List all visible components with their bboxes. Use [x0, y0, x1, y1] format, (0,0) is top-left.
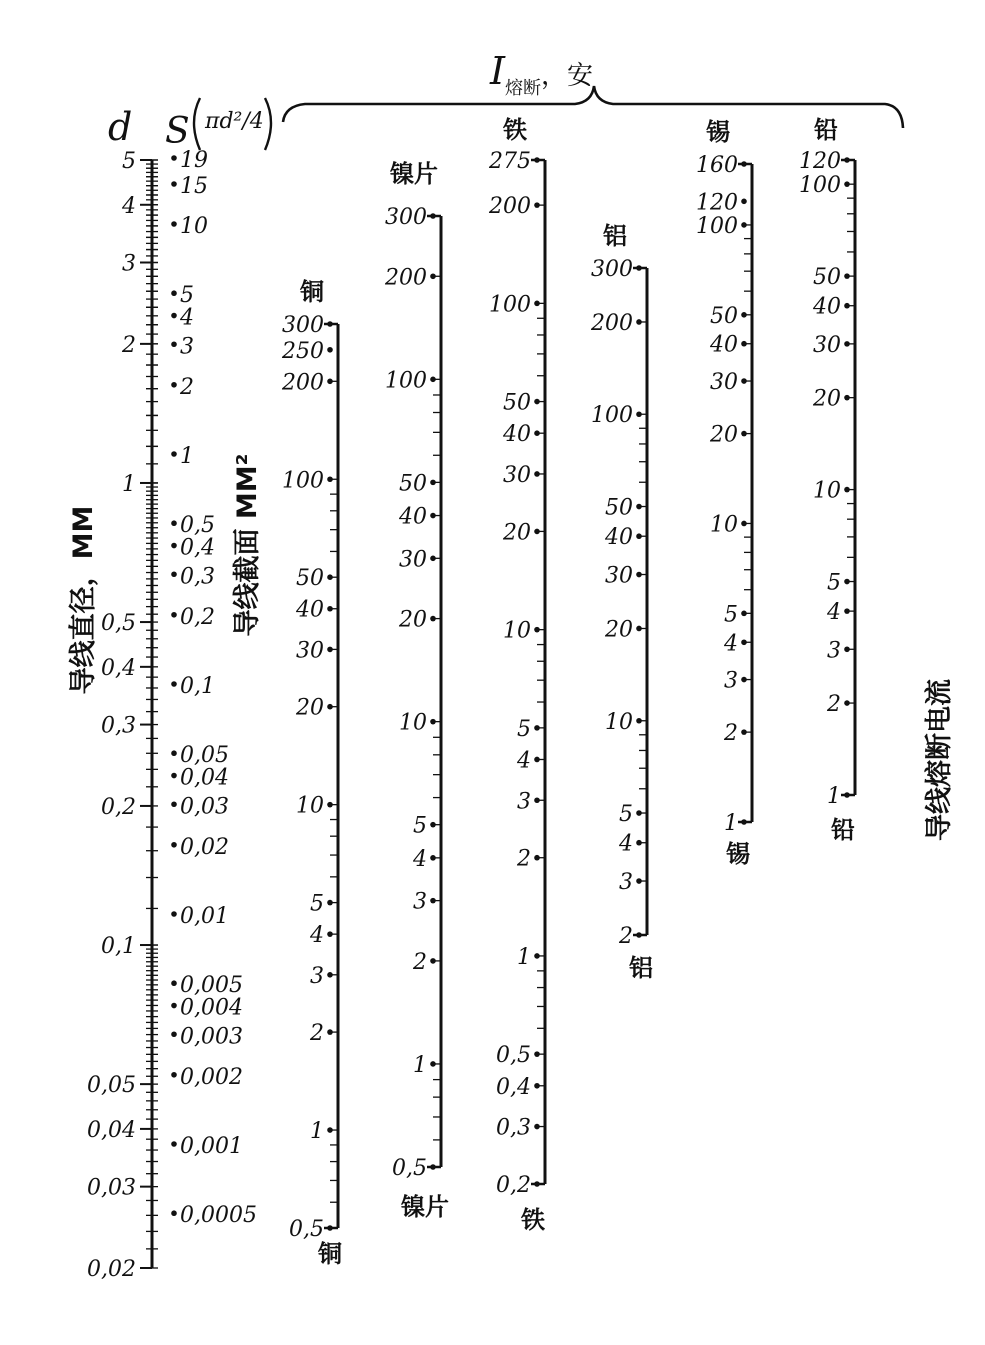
area-tick-label: 15 — [180, 174, 208, 199]
lead-top-label: 铅 — [814, 116, 838, 144]
lead-tick-label: 1 — [827, 784, 841, 809]
tin-tick-label: 160 — [696, 153, 738, 178]
copper-tick-label: 250 — [282, 338, 324, 364]
copper-tick-dot — [327, 476, 333, 482]
nickel-strip-tick-dot — [430, 958, 436, 964]
area-tick-dot — [171, 1210, 177, 1216]
iron-tick-dot — [534, 157, 540, 163]
area-tick-dot — [171, 290, 177, 296]
copper-tick-label: 200 — [282, 370, 324, 396]
iron-top-label: 铁 — [503, 116, 527, 144]
copper-tick-label: 1 — [310, 1119, 324, 1145]
iron-tick-label: 10 — [503, 618, 531, 644]
lead-tick-label: 10 — [813, 478, 841, 504]
diameter-tick-label: 0,2 — [101, 794, 136, 820]
iron-tick-dot — [534, 797, 540, 803]
area-tick-dot — [171, 681, 177, 687]
area-formula-paren-left — [194, 98, 200, 150]
copper-tick-label: 10 — [296, 793, 324, 819]
tin-tick-label: 1 — [724, 811, 738, 836]
current-symbol: $I_{熔断}^{,安}$ — [490, 49, 594, 99]
lead-tick-dot — [844, 395, 850, 401]
aluminum-tick-label: 4 — [619, 831, 633, 857]
diameter-tick-label: 0,04 — [87, 1117, 136, 1143]
area-tick-label: 0,3 — [180, 564, 215, 590]
area-tick-dot — [171, 750, 177, 756]
iron-tick-label: 4 — [517, 748, 531, 774]
copper-tick-dot — [327, 704, 333, 710]
iron-tick-label: 30 — [503, 462, 531, 488]
scales-group — [87, 116, 855, 1282]
copper-tick-label: 3 — [310, 963, 324, 989]
copper-bottom-label: 铜 — [318, 1240, 342, 1268]
aluminum-tick-dot — [636, 810, 642, 816]
iron-tick-dot — [534, 1181, 540, 1187]
lead-tick-label: 2 — [827, 692, 841, 718]
area-tick-label: 0,005 — [180, 973, 243, 999]
iron-tick-dot — [534, 399, 540, 405]
iron-tick-label: 1 — [517, 944, 531, 970]
area-symbol: S — [165, 111, 190, 152]
aluminum-tick-label: 2 — [619, 924, 633, 949]
iron-tick-dot — [534, 855, 540, 861]
lead-tick-dot — [844, 646, 850, 652]
diameter-tick-label: 0,1 — [101, 934, 136, 960]
copper-tick-label: 100 — [282, 468, 324, 494]
iron-tick-dot — [534, 430, 540, 436]
area-tick-dot — [171, 1031, 177, 1037]
nickel-strip-tick-label: 20 — [399, 607, 427, 633]
copper-tick-dot — [327, 321, 333, 327]
aluminum-tick-label: 40 — [605, 525, 633, 551]
area-tick-dot — [171, 1072, 177, 1078]
aluminum-tick-label: 300 — [591, 257, 633, 282]
area-tick-label: 0,5 — [180, 513, 215, 539]
tin-tick-label: 30 — [710, 370, 738, 396]
lead-tick-label: 30 — [813, 332, 841, 358]
area-tick-label: 0,003 — [180, 1024, 243, 1050]
iron-tick-label: 2 — [517, 846, 531, 872]
area-formula-paren-right — [265, 98, 271, 150]
tin-tick-dot — [741, 677, 747, 683]
copper-tick-dot — [327, 1225, 333, 1231]
nickel-strip-tick-dot — [430, 1061, 436, 1067]
iron-tick-dot — [534, 1051, 540, 1057]
iron-tick-label: 0,2 — [496, 1173, 531, 1198]
copper-top-label: 铜 — [300, 278, 324, 306]
copper-tick-label: 40 — [296, 597, 324, 623]
lead-tick-dot — [844, 303, 850, 309]
diameter-tick-label: 1 — [122, 471, 136, 497]
tin-tick-dot — [741, 819, 747, 825]
diameter-tick-label: 0,03 — [87, 1175, 136, 1201]
iron-tick-label: 0,5 — [496, 1043, 531, 1069]
aluminum-tick-dot — [636, 572, 642, 578]
area-tick-label: 10 — [180, 214, 208, 239]
iron-tick-label: 20 — [503, 520, 531, 546]
nickel-strip-tick-dot — [430, 377, 436, 383]
lead-tick-label: 50 — [813, 265, 841, 291]
diameter-tick-label: 3 — [122, 251, 136, 277]
tin-tick-dot — [741, 341, 747, 347]
tin-tick-dot — [741, 312, 747, 318]
area-tick-dot — [171, 181, 177, 187]
tin-tick-dot — [741, 729, 747, 735]
area-tick-label: 0,04 — [180, 765, 229, 791]
nickel-strip-tick-dot — [430, 273, 436, 279]
tin-bottom-label: 锡 — [726, 840, 750, 868]
area-tick-label: 0,0005 — [180, 1203, 257, 1229]
diameter-tick-label: 0,02 — [87, 1257, 136, 1282]
iron-tick-dot — [534, 529, 540, 535]
iron-tick-dot — [534, 471, 540, 477]
area-tick-label: 0,001 — [180, 1134, 243, 1159]
copper-tick-label: 30 — [296, 638, 324, 664]
nickel-strip-tick-dot — [430, 480, 436, 486]
area-tick-dot — [171, 313, 177, 319]
area-tick-dot — [171, 842, 177, 848]
copper-tick-label: 300 — [282, 313, 324, 338]
area-tick-label: 4 — [180, 305, 194, 331]
nickel-strip-tick-label: 5 — [413, 813, 427, 839]
nickel-strip-tick-label: 2 — [413, 949, 427, 975]
lead-tick-dot — [844, 579, 850, 585]
nickel-strip-tick-dot — [430, 719, 436, 725]
lead-tick-dot — [844, 341, 850, 347]
aluminum-bottom-label: 铝 — [629, 954, 653, 982]
aluminum-tick-label: 30 — [605, 563, 633, 589]
tin-tick-dot — [741, 378, 747, 384]
iron-tick-dot — [534, 301, 540, 307]
tin-tick-label: 4 — [724, 631, 738, 657]
lead-bottom-label: 铅 — [831, 816, 855, 844]
tin-tick-dot — [741, 611, 747, 617]
lead-tick-label: 120 — [799, 149, 841, 174]
iron-tick-dot — [534, 1083, 540, 1089]
copper-tick-label: 20 — [296, 695, 324, 721]
copper-tick-dot — [327, 931, 333, 937]
lead-tick-dot — [844, 700, 850, 706]
area-tick-dot — [171, 911, 177, 917]
copper-tick-dot — [327, 574, 333, 580]
diameter-tick-label: 4 — [122, 193, 136, 219]
area-tick-dot — [171, 451, 177, 457]
nickel-strip-top-label: 镍片 — [390, 160, 438, 188]
area-tick-label: 3 — [180, 334, 194, 360]
lead-tick-label: 100 — [799, 173, 841, 199]
area-tick-dot — [171, 801, 177, 807]
iron-tick-dot — [534, 725, 540, 731]
tin-top-label: 锡 — [706, 118, 730, 146]
area-tick-label: 0,05 — [180, 743, 229, 769]
diameter-axis-label: 导线直径，MM — [68, 505, 99, 695]
iron-tick-dot — [534, 953, 540, 959]
lead-tick-dot — [844, 157, 850, 163]
copper-tick-dot — [327, 347, 333, 353]
aluminum-top-label: 铝 — [603, 222, 627, 250]
area-tick-dot — [171, 571, 177, 577]
nickel-strip-tick-label: 200 — [385, 265, 427, 291]
diameter-tick-label: 2 — [122, 332, 136, 358]
nickel-strip-tick-dot — [430, 513, 436, 519]
area-tick-dot — [171, 612, 177, 618]
aluminum-tick-dot — [636, 626, 642, 632]
lead-tick-dot — [844, 181, 850, 187]
area-tick-dot — [171, 1141, 177, 1147]
area-tick-label: 0,002 — [180, 1064, 243, 1090]
copper-tick-dot — [327, 1127, 333, 1133]
copper-tick-label: 50 — [296, 566, 324, 592]
area-tick-label: 0,2 — [180, 604, 215, 630]
nickel-strip-tick-dot — [430, 556, 436, 562]
nickel-strip-tick-dot — [430, 855, 436, 861]
aluminum-tick-label: 10 — [605, 709, 633, 735]
tin-tick-label: 3 — [724, 668, 738, 694]
aluminum-tick-dot — [636, 878, 642, 884]
lead-tick-dot — [844, 487, 850, 493]
area-formula: πd²/4 — [205, 109, 264, 134]
aluminum-tick-label: 100 — [591, 403, 633, 429]
iron-tick-label: 3 — [517, 789, 531, 815]
iron-tick-label: 5 — [517, 716, 531, 742]
copper-tick-label: 0,5 — [289, 1217, 324, 1242]
copper-tick-dot — [327, 1029, 333, 1035]
copper-tick-dot — [327, 647, 333, 653]
lead-tick-label: 5 — [827, 570, 841, 596]
tin-tick-label: 40 — [710, 332, 738, 358]
area-tick-dot — [171, 1003, 177, 1009]
current-axis-label: 导线熔断电流 — [924, 679, 955, 841]
diameter-tick-label: 0,3 — [101, 713, 136, 739]
aluminum-tick-label: 20 — [605, 617, 633, 643]
nickel-strip-tick-label: 50 — [399, 471, 427, 497]
nickel-strip-bottom-label: 镍片 — [401, 1193, 449, 1221]
nickel-strip-tick-label: 30 — [399, 547, 427, 573]
aluminum-tick-dot — [636, 411, 642, 417]
tin-tick-dot — [741, 161, 747, 167]
area-tick-label: 0,4 — [180, 535, 215, 561]
tin-tick-label: 120 — [696, 190, 738, 216]
lead-tick-label: 3 — [827, 638, 841, 664]
nickel-strip-tick-dot — [430, 1164, 436, 1170]
area-tick-dot — [171, 543, 177, 549]
copper-tick-label: 2 — [310, 1021, 324, 1047]
iron-tick-dot — [534, 757, 540, 763]
area-tick-label: 5 — [180, 283, 194, 309]
diameter-symbol: d — [108, 105, 133, 149]
nickel-strip-tick-label: 1 — [413, 1052, 427, 1078]
aluminum-tick-dot — [636, 932, 642, 938]
tin-tick-label: 10 — [710, 512, 738, 538]
nickel-strip-tick-label: 100 — [385, 368, 427, 394]
iron-tick-dot — [534, 627, 540, 633]
copper-tick-dot — [327, 802, 333, 808]
tin-tick-label: 2 — [724, 721, 738, 747]
copper-tick-dot — [327, 378, 333, 384]
aluminum-tick-label: 3 — [619, 870, 633, 896]
aluminum-tick-dot — [636, 840, 642, 846]
area-tick-label: 19 — [180, 148, 208, 173]
current-brace — [283, 86, 903, 128]
area-tick-label: 0,004 — [180, 995, 243, 1021]
nickel-strip-tick-dot — [430, 213, 436, 219]
area-tick-dot — [171, 773, 177, 779]
iron-tick-label: 40 — [503, 422, 531, 448]
area-tick-label: 2 — [180, 374, 194, 400]
area-tick-label: 0,01 — [180, 904, 229, 929]
tin-tick-label: 5 — [724, 602, 738, 628]
copper-tick-dot — [327, 900, 333, 906]
aluminum-tick-dot — [636, 319, 642, 325]
lead-tick-label: 4 — [827, 600, 841, 626]
area-tick-label: 0,02 — [180, 834, 229, 860]
nickel-strip-tick-label: 40 — [399, 504, 427, 530]
nickel-strip-tick-dot — [430, 898, 436, 904]
nickel-strip-tick-label: 0,5 — [392, 1156, 427, 1181]
copper-tick-label: 5 — [310, 891, 324, 917]
tin-tick-dot — [741, 222, 747, 228]
diameter-tick-label: 0,05 — [87, 1073, 136, 1099]
tin-tick-dot — [741, 521, 747, 527]
tin-tick-label: 20 — [710, 422, 738, 448]
iron-bottom-label: 铁 — [521, 1206, 545, 1234]
nickel-strip-tick-label: 300 — [385, 205, 427, 230]
area-tick-dot — [171, 341, 177, 347]
aluminum-tick-dot — [636, 504, 642, 510]
area-axis-label: 导线截面 MM² — [232, 453, 263, 637]
lead-tick-dot — [844, 608, 850, 614]
lead-tick-label: 20 — [813, 386, 841, 412]
tin-tick-dot — [741, 639, 747, 645]
copper-tick-label: 4 — [310, 923, 324, 949]
nickel-strip-tick-dot — [430, 822, 436, 828]
aluminum-tick-label: 50 — [605, 495, 633, 521]
tin-tick-label: 50 — [710, 303, 738, 329]
aluminum-tick-label: 200 — [591, 310, 633, 336]
lead-tick-dot — [844, 273, 850, 279]
tin-tick-dot — [741, 198, 747, 204]
lead-tick-label: 40 — [813, 294, 841, 320]
iron-tick-label: 0,3 — [496, 1115, 531, 1141]
aluminum-tick-label: 5 — [619, 802, 633, 828]
area-tick-dot — [171, 980, 177, 986]
diameter-tick-label: 5 — [122, 149, 136, 174]
copper-tick-dot — [327, 606, 333, 612]
tin-tick-dot — [741, 431, 747, 437]
area-tick-dot — [171, 221, 177, 227]
aluminum-tick-dot — [636, 265, 642, 271]
iron-tick-label: 275 — [489, 149, 531, 174]
nickel-strip-tick-label: 4 — [413, 846, 427, 872]
nickel-strip-tick-label: 3 — [413, 889, 427, 915]
aluminum-tick-dot — [636, 533, 642, 539]
iron-tick-label: 0,4 — [496, 1074, 531, 1100]
iron-tick-label: 100 — [489, 292, 531, 318]
iron-tick-dot — [534, 202, 540, 208]
nickel-strip-tick-dot — [430, 616, 436, 622]
diameter-tick-label: 0,5 — [101, 611, 136, 637]
diameter-tick-label: 0,4 — [101, 655, 136, 681]
iron-tick-label: 200 — [489, 194, 531, 220]
area-tick-label: 1 — [180, 444, 194, 469]
iron-tick-dot — [534, 1124, 540, 1130]
area-tick-dot — [171, 520, 177, 526]
area-tick-label: 0,1 — [180, 674, 215, 699]
area-tick-dot — [171, 382, 177, 388]
tin-tick-label: 100 — [696, 213, 738, 239]
copper-tick-dot — [327, 972, 333, 978]
area-tick-dot — [171, 155, 177, 161]
area-tick-label: 0,03 — [180, 794, 229, 820]
nickel-strip-tick-label: 10 — [399, 710, 427, 736]
aluminum-tick-dot — [636, 718, 642, 724]
lead-tick-dot — [844, 792, 850, 798]
iron-tick-label: 50 — [503, 390, 531, 416]
